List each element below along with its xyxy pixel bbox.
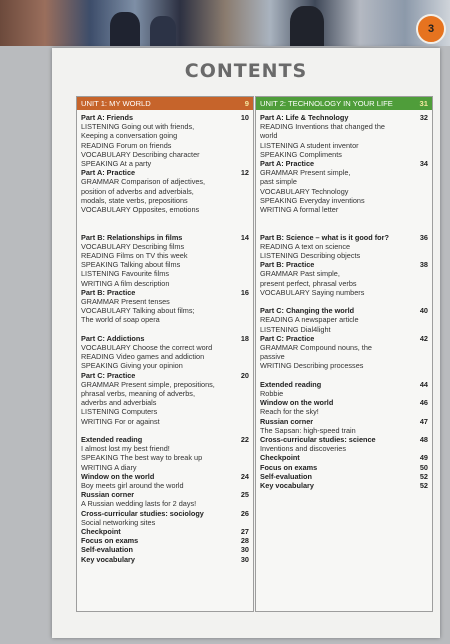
contents-text: SPEAKING Compliments [260, 149, 342, 159]
contents-text: READING Inventions that changed the [260, 122, 385, 132]
contents-line [81, 361, 249, 370]
banner-figure [150, 16, 176, 46]
contents-line [81, 481, 249, 490]
contents-section-heading [81, 168, 249, 177]
contents-page-number: 50 [419, 462, 428, 472]
contents-text: Self-evaluation [260, 471, 312, 481]
contents-text: GRAMMAR Past simple, [260, 269, 340, 279]
contents-text: Inventions and discoveries [260, 444, 346, 454]
contents-line [81, 122, 249, 131]
contents-section-heading [81, 555, 249, 564]
contents-text: Window on the world [260, 398, 334, 408]
contents-line [81, 251, 249, 260]
contents-section-heading [260, 113, 428, 122]
contents-page-number: 48 [419, 435, 428, 445]
contents-text: WRITING A diary [81, 462, 137, 472]
contents-line [81, 279, 249, 288]
contents-line [81, 205, 249, 214]
contents-line [260, 251, 428, 260]
contents-line [81, 177, 249, 186]
banner-figure [110, 12, 140, 46]
contents-text: GRAMMAR Present tenses [81, 297, 170, 307]
contents-section-heading [81, 334, 249, 343]
page-number-badge: 3 [416, 14, 446, 44]
contents-section-heading [81, 472, 249, 481]
contents-line [260, 168, 428, 177]
contents-section-heading [81, 527, 249, 536]
contents-line [260, 205, 428, 214]
contents-line [81, 315, 249, 324]
contents-line [260, 325, 428, 334]
contents-section-heading [260, 417, 428, 426]
contents-page-number: 52 [419, 481, 428, 491]
contents-text: Cross-curricular studies: sociology [81, 508, 204, 518]
row-spacer [81, 325, 249, 334]
contents-line [260, 361, 428, 370]
contents-text: LISTENING Favourite films [81, 269, 169, 279]
contents-page-number: 46 [419, 398, 428, 408]
contents-text: VOCABULARY Technology [260, 186, 349, 196]
contents-section-heading [260, 159, 428, 168]
contents-text: SPEAKING Giving your opinion [81, 361, 183, 371]
contents-text: Key vocabulary [260, 481, 314, 491]
row-spacer [260, 297, 428, 306]
contents-page-number: 28 [240, 536, 249, 546]
contents-line [81, 297, 249, 306]
contents-text: position of adverbs and adverbials, [81, 186, 194, 196]
contents-line [260, 122, 428, 131]
contents-section-heading [81, 536, 249, 545]
contents-page-number: 22 [240, 435, 249, 445]
contents-page-number: 44 [419, 379, 428, 389]
contents-text: VOCABULARY Opposites, emotions [81, 205, 200, 215]
contents-section-heading [260, 306, 428, 315]
contents-text: VOCABULARY Describing films [81, 241, 185, 251]
contents-text: Cross-curricular studies: science [260, 435, 376, 445]
contents-line [260, 150, 428, 159]
contents-text: SPEAKING Everyday inventions [260, 195, 365, 205]
contents-line [81, 499, 249, 508]
contents-line [260, 352, 428, 361]
contents-section-heading [260, 334, 428, 343]
contents-page-number: 18 [240, 333, 249, 343]
contents-text: VOCABULARY Talking about films; [81, 306, 195, 316]
contents-section-heading [260, 481, 428, 490]
contents-line [81, 150, 249, 159]
contents-text: Extended reading [260, 379, 322, 389]
contents-section-heading [260, 380, 428, 389]
contents-line [81, 343, 249, 352]
unit-header [77, 97, 253, 110]
contents-line [81, 380, 249, 389]
contents-text: WRITING A film description [81, 278, 170, 288]
contents-line [260, 196, 428, 205]
contents-text: WRITING For or against [81, 416, 160, 426]
contents-text: Self-evaluation [81, 545, 133, 555]
contents-text: READING Video games and addiction [81, 352, 205, 362]
contents-section-heading [260, 260, 428, 269]
contents-text: LISTENING Dial4light [260, 324, 331, 334]
unit-header [256, 97, 432, 110]
contents-text: adverbs and adverbials [81, 398, 157, 408]
contents-text: Robbie [260, 389, 284, 399]
contents-line [81, 269, 249, 278]
contents-text: I almost lost my best friend! [81, 444, 170, 454]
contents-page-number: 52 [419, 471, 428, 481]
contents-text: Social networking sites [81, 517, 156, 527]
contents-text: Part C: Practice [260, 333, 315, 343]
contents-text: SPEAKING The best way to break up [81, 453, 203, 463]
contents-line [260, 177, 428, 186]
contents-line [260, 389, 428, 398]
contents-text: Russian corner [260, 416, 314, 426]
contents-text: Window on the world [81, 471, 155, 481]
contents-section-heading [260, 435, 428, 444]
contents-text: Part B: Practice [81, 287, 136, 297]
unit-page-number: 9 [244, 99, 249, 108]
contents-text: GRAMMAR Present simple, prepositions, [81, 379, 215, 389]
contents-section-heading [260, 233, 428, 242]
contents-text: READING Films on TV this week [81, 251, 188, 261]
contents-line [260, 407, 428, 416]
unit-title: UNIT 2: TECHNOLOGY IN YOUR LIFE [260, 99, 393, 108]
contents-line [260, 444, 428, 453]
contents-line [81, 141, 249, 150]
contents-page-number: 42 [419, 333, 428, 343]
contents-line [260, 131, 428, 140]
contents-text: Part A: Friends [81, 113, 134, 122]
contents-line [81, 518, 249, 527]
contents-text: Key vocabulary [81, 554, 135, 564]
contents-text: Focus on exams [260, 462, 318, 472]
header-photo-banner [0, 0, 450, 46]
contents-section-heading [81, 509, 249, 518]
contents-text: Russian corner [81, 490, 135, 500]
contents-text: Boy meets girl around the world [81, 481, 184, 491]
contents-page-number: 36 [419, 232, 428, 242]
contents-text: world [260, 131, 278, 141]
contents-line [260, 141, 428, 150]
contents-page-number: 24 [240, 471, 249, 481]
contents-text: Part C: Addictions [81, 333, 145, 343]
contents-page-number: 38 [419, 260, 428, 270]
contents-text: Part A: Practice [81, 168, 136, 178]
contents-line [81, 187, 249, 196]
contents-text: present perfect, phrasal verbs [260, 278, 357, 288]
contents-text: Focus on exams [81, 536, 139, 546]
contents-section-heading [81, 435, 249, 444]
row-spacer [260, 371, 428, 380]
contents-line [81, 352, 249, 361]
contents-text: VOCABULARY Describing character [81, 149, 200, 159]
contents-text: Part A: Life & Technology [260, 113, 349, 122]
contents-text: modals, state verbs, prepositions [81, 195, 188, 205]
contents-line [260, 288, 428, 297]
row-spacer [81, 223, 249, 232]
contents-line [260, 242, 428, 251]
contents-page-number: 34 [419, 159, 428, 169]
contents-text: A Russian wedding lasts for 2 days! [81, 499, 197, 509]
contents-page-number: 30 [240, 545, 249, 555]
contents-line [81, 407, 249, 416]
contents-page [52, 48, 440, 638]
contents-page-number: 16 [240, 287, 249, 297]
contents-line [81, 306, 249, 315]
contents-section-heading [260, 463, 428, 472]
contents-page-number: 25 [240, 490, 249, 500]
contents-text: VOCABULARY Choose the correct word [81, 343, 213, 353]
contents-line [81, 398, 249, 407]
contents-line [260, 187, 428, 196]
contents-line [81, 131, 249, 140]
contents-page-number: 14 [240, 232, 249, 242]
contents-line [81, 196, 249, 205]
contents-section-heading [81, 233, 249, 242]
contents-text: Checkpoint [81, 527, 121, 537]
contents-text: LISTENING A student inventor [260, 140, 359, 150]
contents-page-number: 47 [419, 416, 428, 426]
contents-line [81, 159, 249, 168]
unit-title: UNIT 1: MY WORLD [81, 99, 151, 108]
contents-line [81, 453, 249, 462]
contents-text: Part C: Practice [81, 370, 136, 380]
contents-text: GRAMMAR Compound nouns, the [260, 343, 372, 353]
contents-page-number: 40 [419, 306, 428, 316]
contents-text: WRITING A formal letter [260, 205, 339, 215]
unit-column [76, 96, 254, 612]
contents-text: phrasal verbs, meaning of adverbs, [81, 389, 195, 399]
contents-text: VOCABULARY Saying numbers [260, 287, 365, 297]
contents-line [260, 269, 428, 278]
row-spacer [81, 426, 249, 435]
contents-line [260, 315, 428, 324]
contents-line [260, 426, 428, 435]
contents-text: past simple [260, 177, 297, 187]
contents-text: Part B: Relationships in films [81, 232, 183, 242]
contents-section-heading [81, 490, 249, 499]
contents-page-number: 12 [240, 168, 249, 178]
contents-page-number: 10 [240, 113, 249, 122]
contents-line [81, 242, 249, 251]
page-title: CONTENTS [184, 60, 308, 82]
contents-text: Part C: Changing the world [260, 306, 355, 316]
unit-contents [256, 110, 432, 490]
contents-section-heading [81, 545, 249, 554]
contents-section-heading [81, 113, 249, 122]
row-spacer [260, 223, 428, 232]
contents-text: Keeping a conversation going [81, 131, 178, 141]
unit-page-number: 31 [419, 99, 428, 108]
contents-section-heading [260, 453, 428, 462]
contents-section-heading [81, 288, 249, 297]
contents-page-number: 49 [419, 453, 428, 463]
contents-page-number: 32 [419, 113, 428, 122]
contents-text: LISTENING Going out with friends, [81, 122, 195, 132]
contents-line [81, 444, 249, 453]
row-spacer [81, 214, 249, 223]
contents-page-number: 26 [240, 508, 249, 518]
contents-page-number: 30 [240, 554, 249, 564]
unit-contents [77, 110, 253, 564]
contents-text: Part B: Science – what is it good for? [260, 232, 389, 242]
banner-figure [290, 6, 324, 46]
contents-text: Checkpoint [260, 453, 300, 463]
contents-text: GRAMMAR Present simple, [260, 168, 351, 178]
contents-text: WRITING Describing processes [260, 361, 364, 371]
contents-section-heading [260, 398, 428, 407]
contents-text: Part A: Practice [260, 159, 315, 169]
contents-text: READING A newspaper article [260, 315, 359, 325]
contents-line [81, 463, 249, 472]
contents-text: The Sapsan: high-speed train [260, 425, 356, 435]
contents-text: GRAMMAR Comparison of adjectives, [81, 177, 206, 187]
contents-text: READING Forum on friends [81, 140, 172, 150]
contents-text: Extended reading [81, 435, 143, 445]
unit-column [255, 96, 433, 612]
contents-text: READING A text on science [260, 241, 351, 251]
contents-text: SPEAKING Talking about films [81, 260, 181, 270]
contents-text: The world of soap opera [81, 315, 160, 325]
contents-line [260, 279, 428, 288]
contents-page-number: 27 [240, 527, 249, 537]
contents-line [260, 343, 428, 352]
contents-page-number: 20 [240, 370, 249, 380]
contents-line [81, 260, 249, 269]
contents-text: LISTENING Computers [81, 407, 158, 417]
contents-text: passive [260, 352, 285, 362]
contents-text: SPEAKING At a party [81, 159, 152, 169]
contents-line [81, 389, 249, 398]
contents-text: Part B: Practice [260, 260, 315, 270]
row-spacer [260, 214, 428, 223]
contents-section-heading [81, 371, 249, 380]
contents-text: Reach for the sky! [260, 407, 319, 417]
contents-section-heading [260, 472, 428, 481]
contents-line [81, 417, 249, 426]
contents-text: LISTENING Describing objects [260, 251, 361, 261]
